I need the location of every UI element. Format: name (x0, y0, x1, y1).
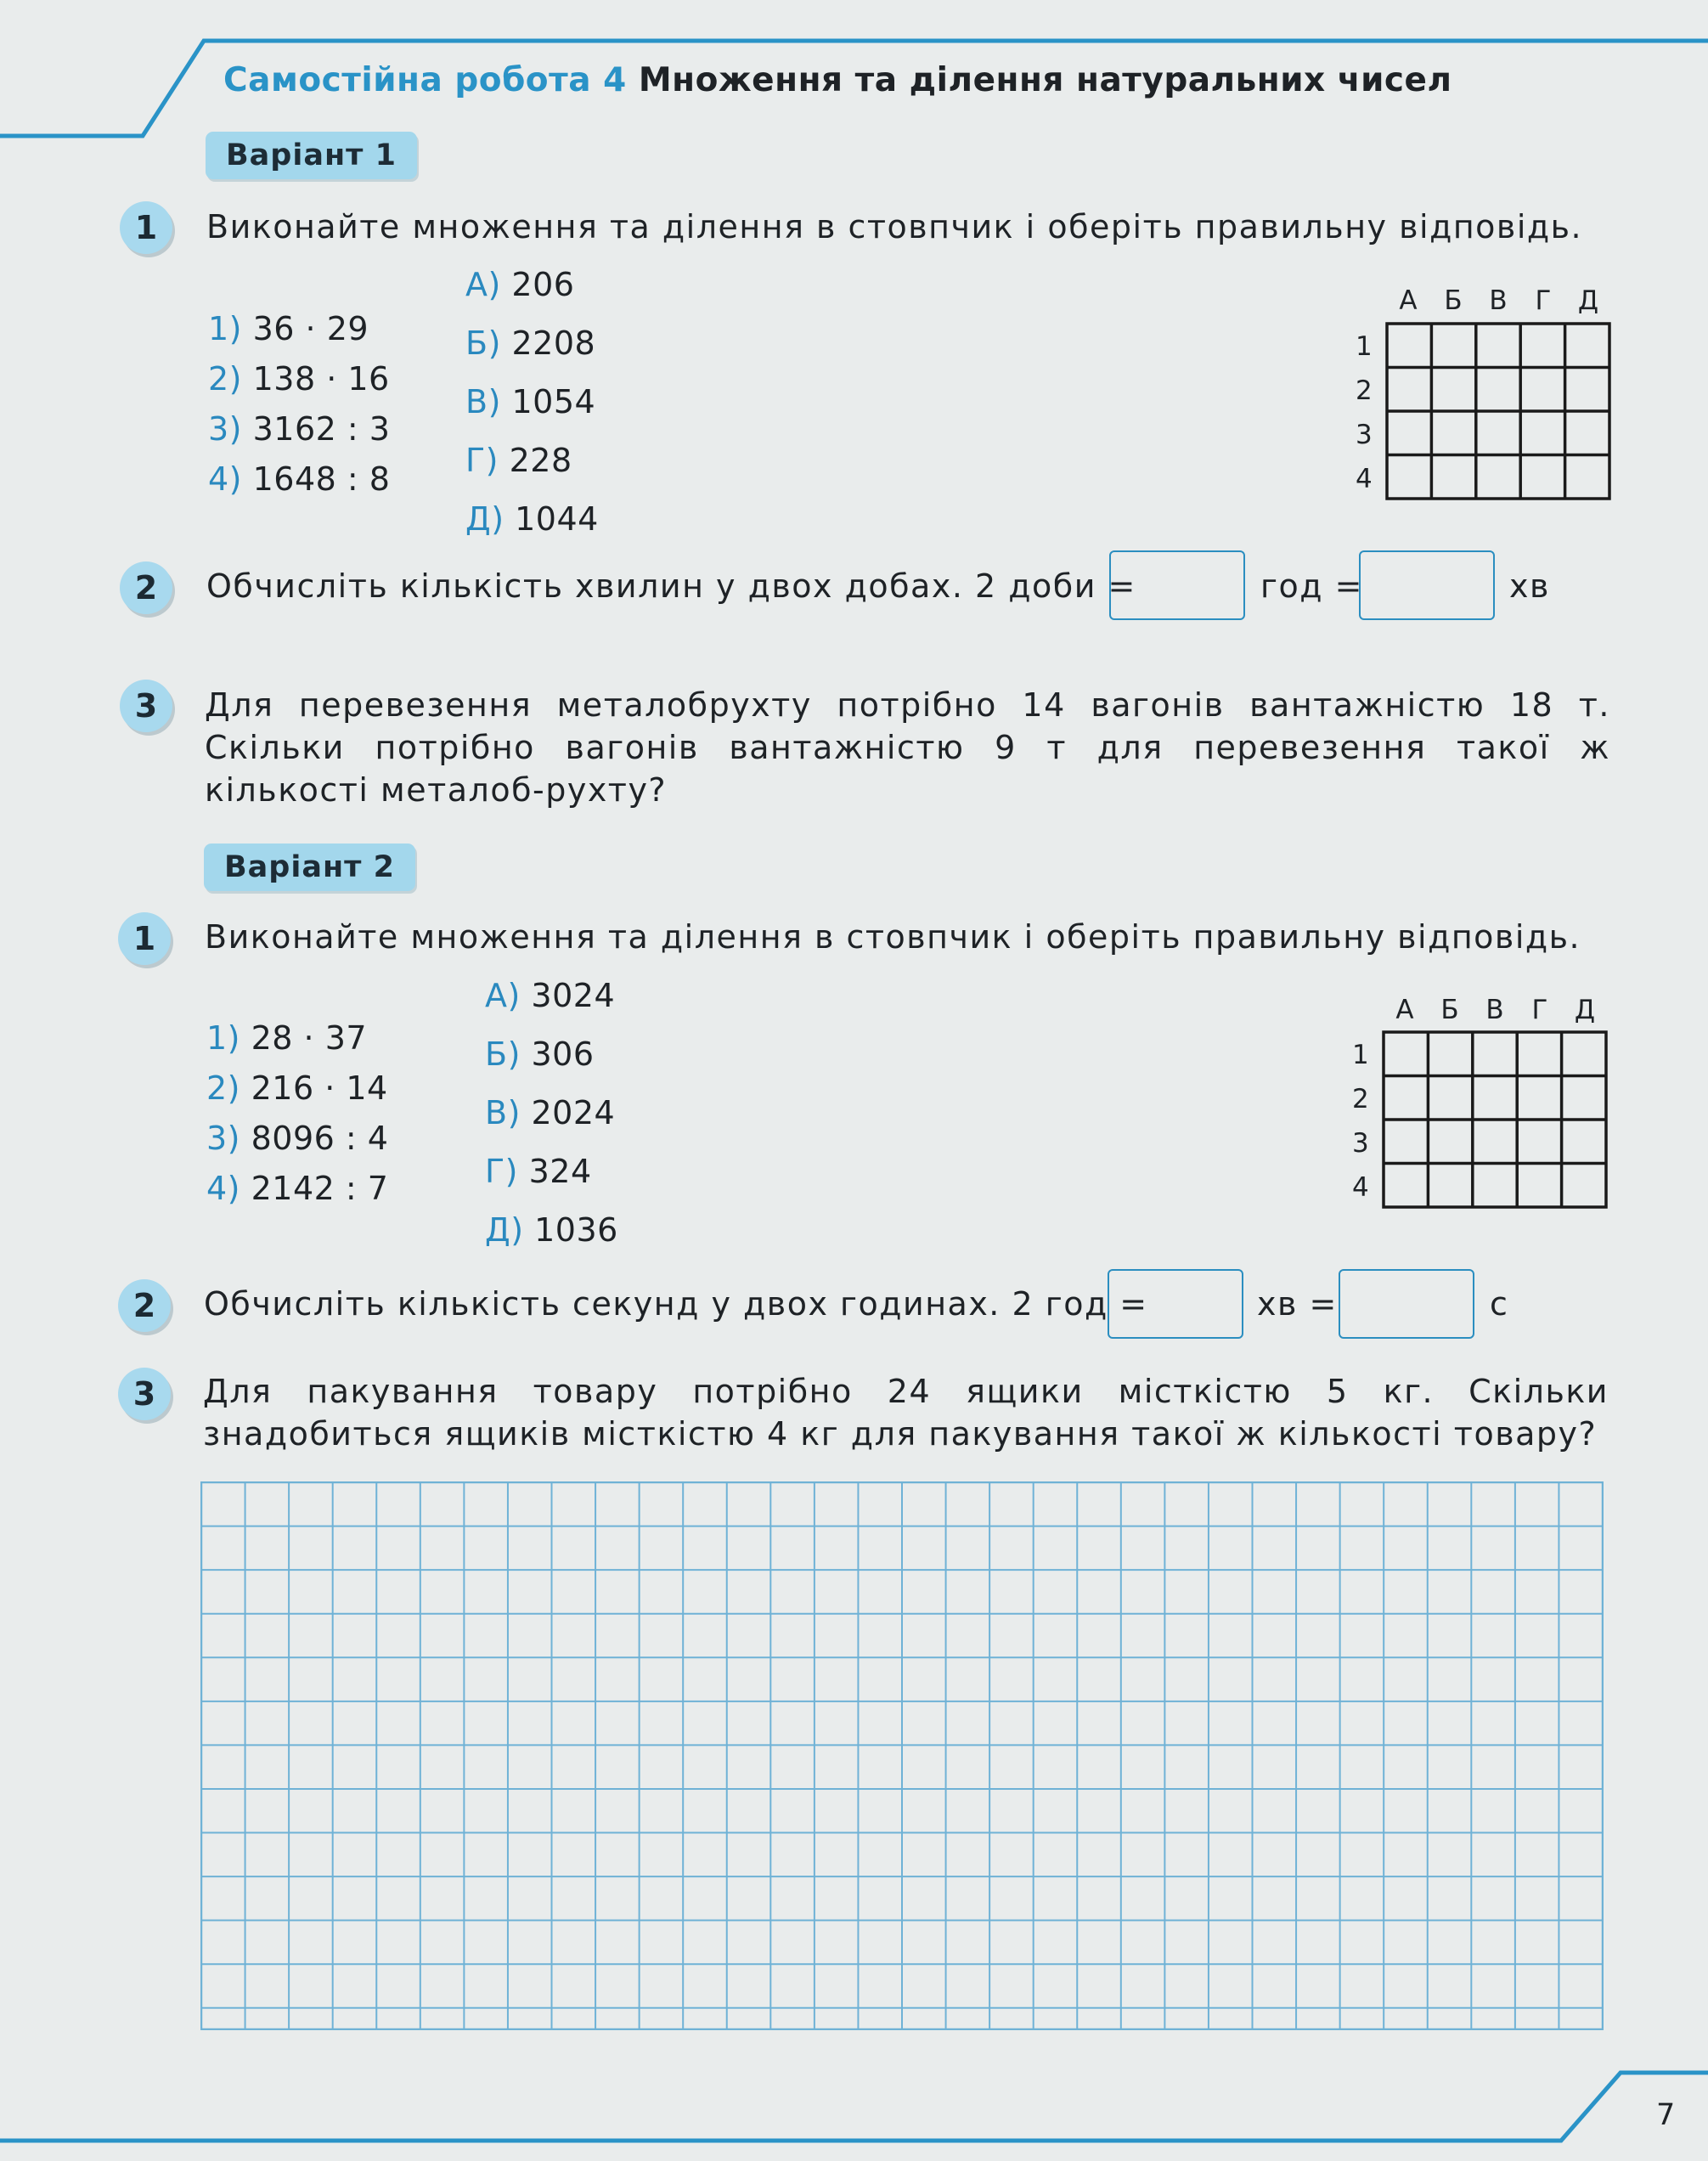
item-label: 4) (208, 460, 243, 498)
v2-option-b (485, 1035, 595, 1073)
item-label: 2) (208, 360, 243, 398)
option-label: В) (465, 383, 501, 420)
v2-option-v (485, 1094, 615, 1131)
v2-item-2 (206, 1069, 388, 1107)
item-expr: 8096 : 4 (251, 1120, 389, 1157)
v1-option-a (465, 266, 574, 303)
v2-item-3 (206, 1120, 388, 1157)
option-value: 306 (531, 1035, 595, 1073)
option-label: Д) (485, 1211, 524, 1249)
v1-hours-input[interactable] (1109, 550, 1245, 620)
item-label: 3) (208, 410, 243, 448)
v1-item-1 (208, 310, 369, 347)
option-label: Г) (465, 442, 499, 479)
v1-unit-minutes: хв (1509, 567, 1550, 605)
v1-option-d (465, 500, 599, 538)
item-expr: 138 · 16 (252, 360, 390, 398)
option-value: 1054 (511, 383, 596, 420)
v2-option-g (485, 1153, 592, 1190)
v2-task3-number: 3 (118, 1368, 171, 1420)
item-label: 3) (206, 1120, 241, 1157)
option-label: В) (485, 1094, 521, 1131)
v2-seconds-input[interactable] (1339, 1269, 1474, 1339)
v1-task2-text: Обчисліть кількість хвилин у двох добах. 2 доби = (206, 567, 1136, 605)
v2-item-4 (206, 1170, 388, 1207)
topic-title: Множення та ділення натуральних чисел (638, 61, 1452, 99)
v2-unit-seconds: с (1490, 1285, 1509, 1323)
v1-task1-text: Виконайте множення та ділення в стовпчик і оберіть правильну відповідь. (206, 208, 1583, 245)
option-value: 1036 (534, 1211, 618, 1249)
option-value: 3024 (531, 977, 616, 1014)
item-expr: 36 · 29 (252, 310, 369, 347)
v2-minutes-input[interactable] (1108, 1269, 1243, 1339)
v1-option-g (465, 442, 572, 479)
col-label: Б (1444, 285, 1463, 316)
v1-task3-text: Для перевезення металобрухту потрібно 14 вагонів вантажністю 18 т. Скільки потрібно вагонів вантажністю 9 т для перевезення такої ж кількості металоб-рухту? (205, 686, 1610, 809)
page-number: 7 (1656, 2098, 1676, 2132)
item-label: 1) (208, 310, 243, 347)
option-value: 206 (511, 266, 575, 303)
item-label: 2) (206, 1069, 241, 1107)
v1-task1-number: 1 (120, 201, 172, 254)
option-label: Д) (465, 500, 505, 538)
v2-task2-text: Обчисліть кількість секунд у двох годинах. 2 год = (204, 1285, 1148, 1323)
col-label: А (1399, 285, 1418, 316)
option-value: 2024 (531, 1094, 616, 1131)
v1-minutes-input[interactable] (1359, 550, 1495, 620)
item-expr: 3162 : 3 (252, 410, 391, 448)
v2-task3-text: Для пакування товару потрібно 24 ящики місткістю 5 кг. Скільки знадобиться ящиків місткістю 4 кг для пакування такої ж кількості товару? (203, 1373, 1609, 1453)
v1-unit-hours: год = (1260, 567, 1363, 605)
v1-option-b (465, 324, 595, 362)
work-label: Самостійна робота 4 (223, 61, 627, 99)
col-label: Б (1440, 995, 1459, 1025)
solution-grid[interactable] (200, 1481, 1604, 2030)
option-value: 324 (528, 1153, 592, 1190)
v2-option-d (485, 1211, 618, 1249)
v1-item-3 (208, 410, 390, 448)
v2-option-a (485, 977, 615, 1014)
v1-item-4 (208, 460, 390, 498)
item-expr: 28 · 37 (251, 1019, 368, 1057)
item-expr: 2142 : 7 (251, 1170, 389, 1207)
v1-task3-number: 3 (120, 680, 172, 732)
row-label: 3 (1352, 1128, 1369, 1159)
item-expr: 216 · 14 (251, 1069, 388, 1107)
item-label: 4) (206, 1170, 241, 1207)
row-label: 1 (1352, 1040, 1369, 1070)
col-label: В (1485, 995, 1504, 1025)
row-label: 2 (1352, 1084, 1369, 1114)
option-label: А) (465, 266, 501, 303)
option-label: Б) (485, 1035, 521, 1073)
option-label: Б) (465, 324, 501, 362)
col-label: Г (1535, 285, 1552, 316)
v2-task1-number: 1 (118, 912, 171, 965)
option-label: Г) (485, 1153, 518, 1190)
col-label: Г (1531, 995, 1548, 1025)
v1-task2-number: 2 (120, 561, 172, 614)
variant-1-badge: Варіант 1 (206, 132, 417, 179)
col-label: В (1489, 285, 1508, 316)
v2-task1-text: Виконайте множення та ділення в стовпчик і оберіть правильну відповідь. (205, 918, 1581, 956)
variant-2-badge: Варіант 2 (204, 844, 415, 891)
v2-unit-minutes: хв = (1257, 1285, 1338, 1323)
page-title (223, 61, 1452, 99)
item-label: 1) (206, 1019, 241, 1057)
col-label: Д (1574, 995, 1596, 1025)
v1-option-v (465, 383, 595, 420)
row-label: 3 (1356, 420, 1373, 450)
v2-task2-number: 2 (118, 1279, 171, 1332)
row-label: 4 (1356, 464, 1373, 494)
item-expr: 1648 : 8 (252, 460, 391, 498)
row-label: 2 (1356, 375, 1373, 406)
row-label: 1 (1356, 331, 1373, 362)
v1-item-2 (208, 360, 390, 398)
option-value: 228 (509, 442, 572, 479)
col-label: Д (1577, 285, 1599, 316)
option-value: 2208 (511, 324, 596, 362)
option-value: 1044 (515, 500, 599, 538)
row-label: 4 (1352, 1172, 1369, 1203)
option-label: А) (485, 977, 521, 1014)
v1-answer-grid[interactable] (1385, 322, 1613, 502)
v2-item-1 (206, 1019, 367, 1057)
col-label: А (1395, 995, 1414, 1025)
v2-answer-grid[interactable] (1382, 1030, 1609, 1210)
